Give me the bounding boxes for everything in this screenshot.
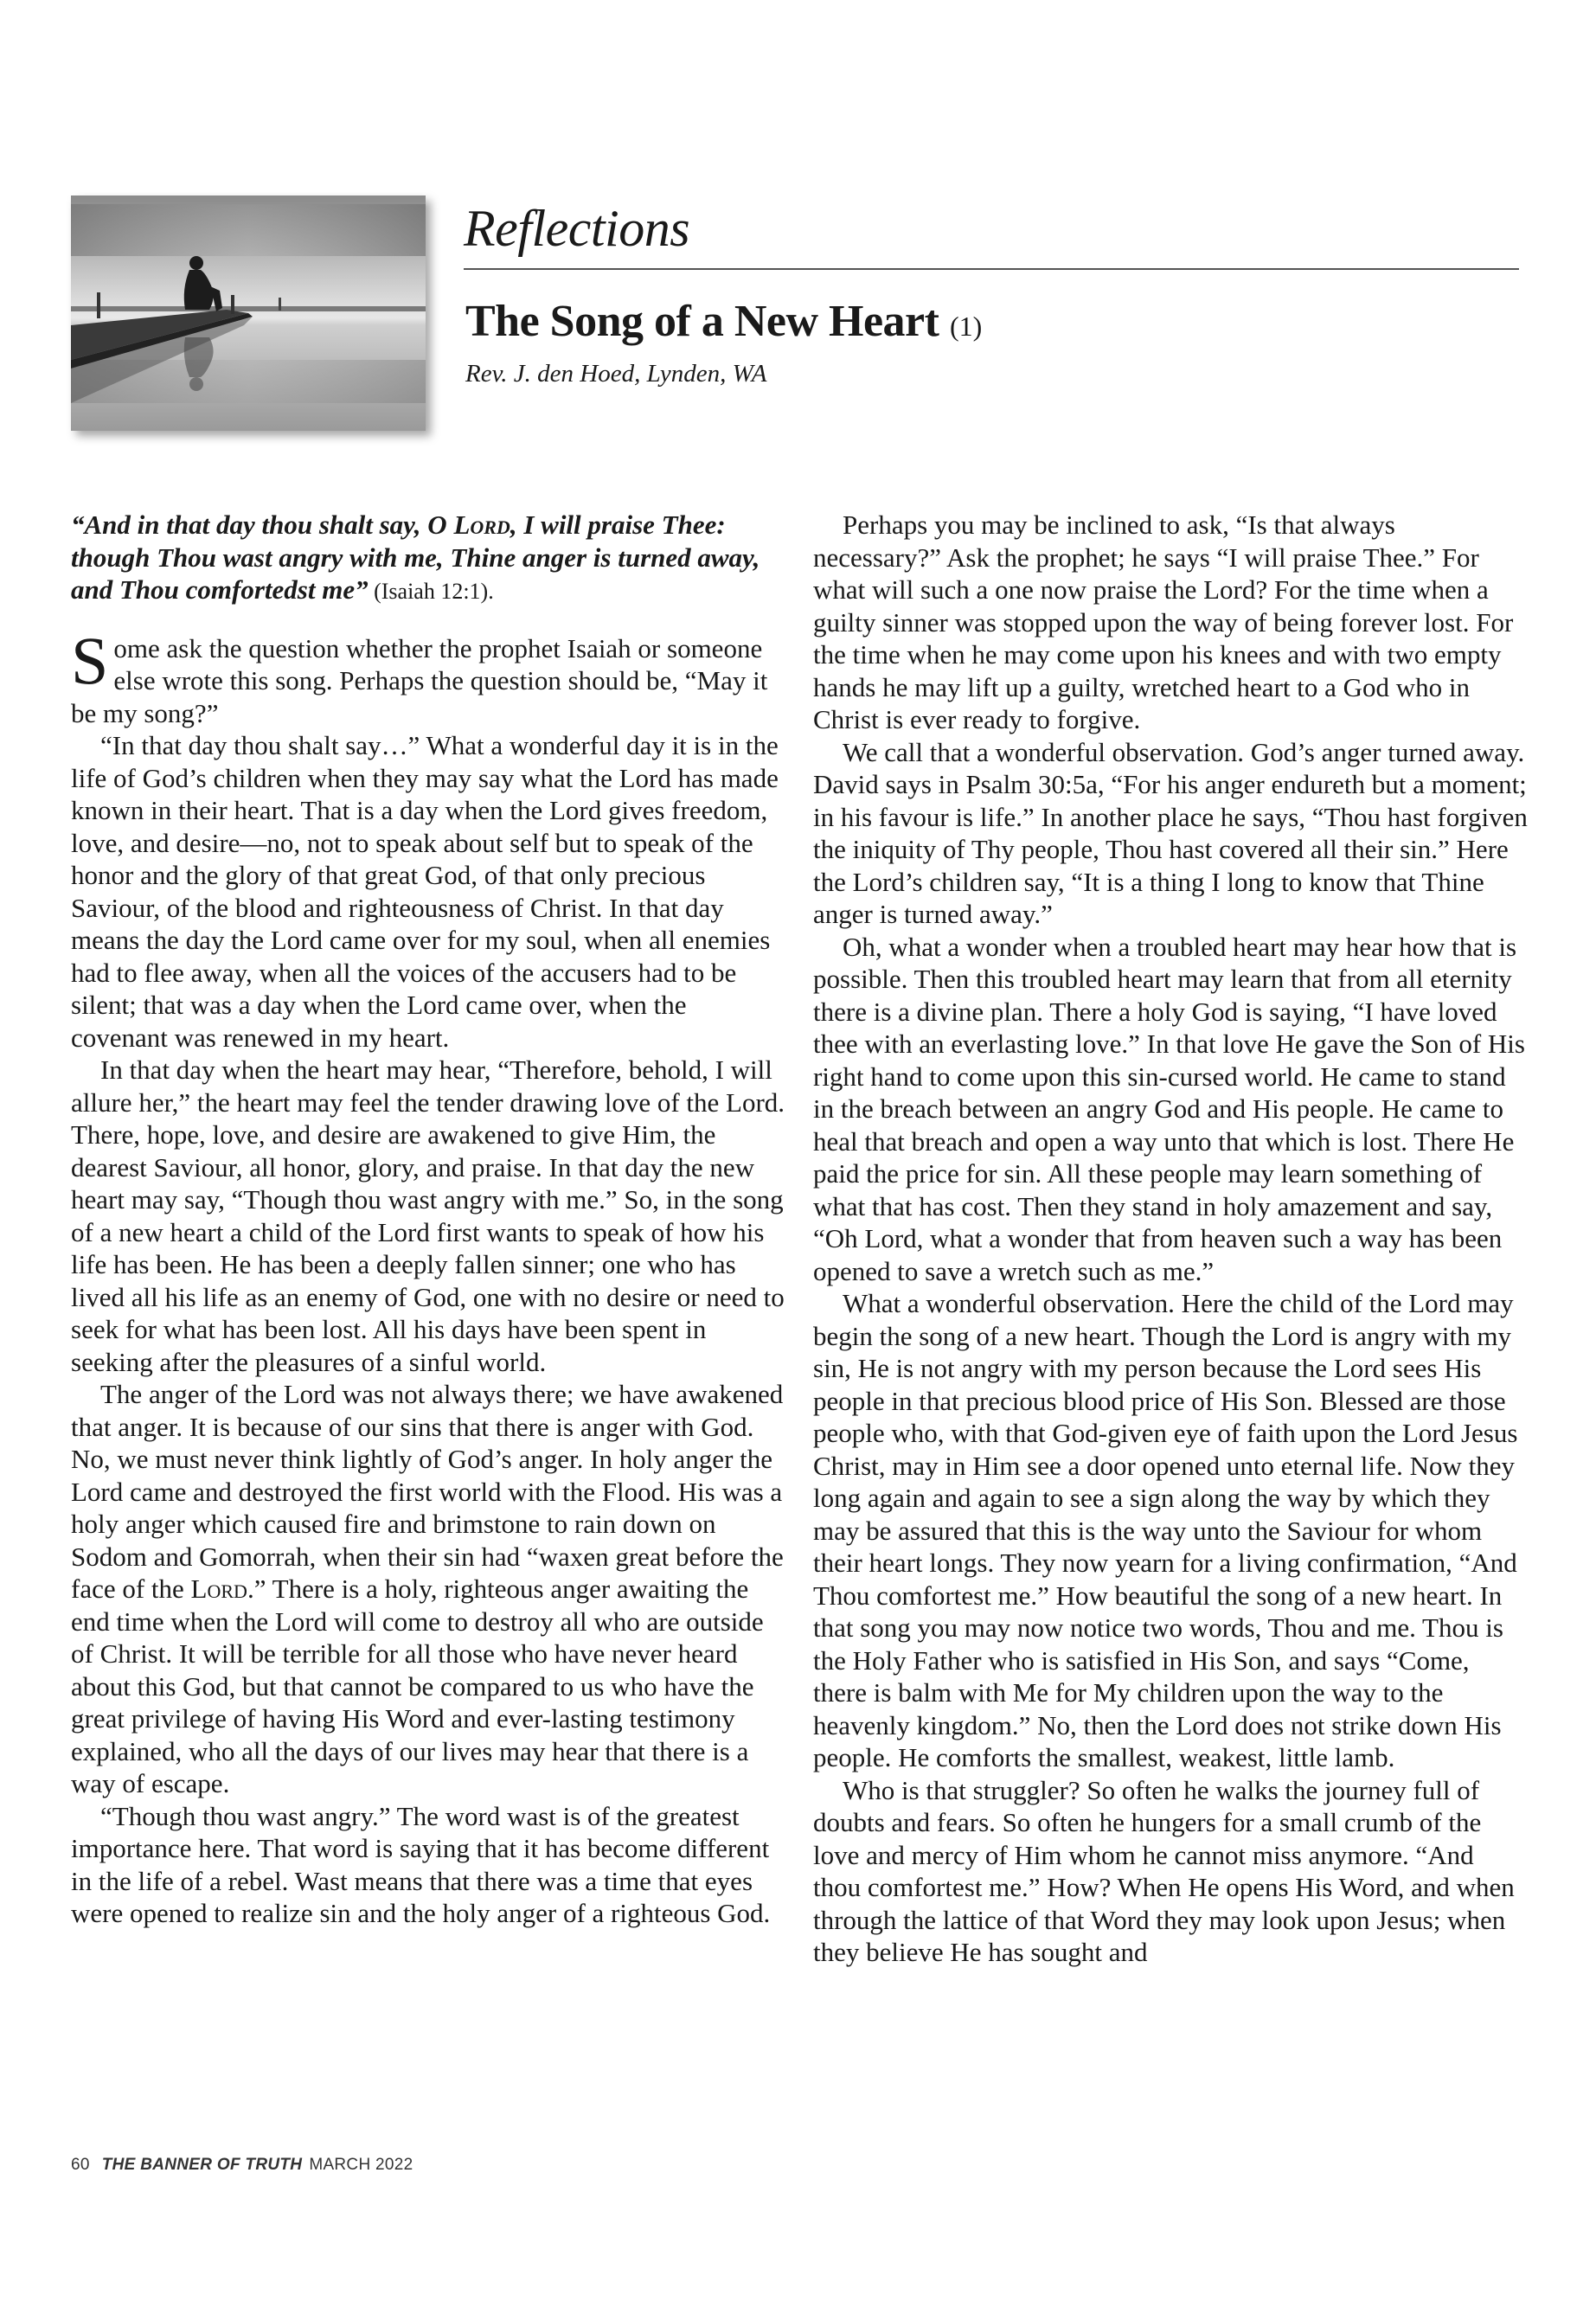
- small-caps-lord: Lord: [190, 1574, 247, 1604]
- drop-cap: S: [71, 622, 109, 698]
- article-part: (1): [949, 311, 983, 342]
- paragraph-text: .” There is a holy, righteous anger awaiting the end time when the Lord will come to destroy all who are outside of Christ. It will be terrible for all those who have never heard about this God, but that cannot be compared to us who have the great privilege of having His Word and ever-lasting testimony explained, who all the days of our lives may hear that there is a way of escape.: [71, 1574, 764, 1798]
- paragraph: Oh, what a wonder when a troubled heart may hear how that is possible. Then this troubled heart may learn that from all eternity there is a divine plan. There a holy God is saying, “I have loved thee with an everlasting love.” In that love He gave the Son of His right hand to come upon this sin-cursed world. He came to stand in the breach between an angry God and His people. He came to heal that breach and open a way unto that which is lost. There He paid the price for sin. All these people may learn something of what that has cost. Then they stand in holy amazement and say, “Oh Lord, what a wonder that from heaven such a way has been opened to save a wretch such as me.”: [813, 931, 1525, 1286]
- paragraph: In that day when the heart may hear, “Therefore, behold, I will allure her,” the heart may feel the tender drawing love of the Lord. There, hope, love, and desire are awakened to give Him, the dearest Saviour, all honor, glory, and praise. In that day the new heart may say, “Though thou wast angry with me.” So, in the song of a new heart a child of the Lord first wants to speak of how his life has been. He has been a deeply fallen sinner; one who has lived all his life as an enemy of God, one with no desire or need to seek for what has been lost. All his days have been spent in seeking after the pleasures of a sinful world.: [71, 1054, 785, 1377]
- left-column: [71, 509, 785, 1930]
- paragraph: [71, 1378, 785, 1800]
- section-title: Reflections: [464, 200, 690, 257]
- publication-name: THE BANNER OF TRUTH: [101, 2156, 303, 2174]
- man-sitting-on-pier-photo-icon: [71, 195, 426, 431]
- paragraph: We call that a wonderful observation. God’s anger turned away. David says in Psalm 30:5a, “For his anger endureth but a moment; in his favour is life.” In another place he says, “Thou hast forgiven the iniquity of Thy people, Thou hast covered all their sin.” Here the Lord’s children say, “It is a thing I long to know that Thine anger is turned away.”: [813, 736, 1528, 929]
- epigraph-lord: Lord: [453, 510, 510, 540]
- paragraph: What a wonderful observation. Here the child of the Lord may begin the song of a new heart. Though the Lord is angry with my sin, He is not angry with my person because the Lord sees His people in that precious blood price of His Son. Blessed are those people who, with that God-given eye of faith upon the Lord Jesus Christ, may in Him see a door opened unto eternal life. Now they long again and again to see a sign along the way by which they may be assured that this is the way unto the Saviour for whom their heart longs. They now yearn for a living confirmation, “And Thou comfortest me.” How beautiful the song of a new heart. In that song you may now notice two words, Thou and me. Thou is the Holy Father who is satisfied in His Son, and says “Come, there is balm with Me for My children upon the way to the heavenly kingdom.” No, then the Lord does not strike down His people. He comforts the smallest, weakest, little lamb.: [813, 1288, 1518, 1772]
- page-footer: [71, 2156, 413, 2175]
- epigraph: [71, 509, 785, 608]
- article-author: Rev. J. den Hoed, Lynden, WA: [465, 360, 767, 388]
- paragraph: “In that day thou shalt say…” What a wonderful day it is in the life of God’s children when they may say what the Lord has made known in their heart. That is a day when the Lord gives freedom, love, and desire—no, not to speak about self but to speak of the honor and the glory of that great God, of that only precious Saviour, of the blood and righteousness of Christ. In that day means the day the Lord came over for my soul, when all enemies had to flee away, when all the voices of the accusers had to be silent; that was a day when the Lord came over, when the covenant was renewed in my heart.: [71, 730, 779, 1053]
- paragraph: Who is that struggler? So often he walks the journey full of doubts and fears. So often he hungers for a small crumb of the love and mercy of Him whom he cannot miss anymore. “And thou comfortest me.” How? When He opens His Word, and when through the lattice of that Word they may look upon Jesus; when they believe He has sought and: [813, 1774, 1515, 1967]
- paragraph: “Though thou wast angry.” The word wast is of the greatest importance here. That word is saying that it has become different in the life of a rebel. Wast means that there was a time that eyes were opened to realize sin and the holy anger of a righteous God.: [71, 1800, 771, 1928]
- epigraph-text-before: “And in that day thou shalt say, O: [71, 510, 454, 540]
- article-title: [465, 299, 982, 344]
- section-rule: [464, 268, 1519, 270]
- paragraph: [71, 622, 785, 730]
- issue-date: MARCH 2022: [309, 2156, 413, 2174]
- epigraph-text-after: , I will praise Thee: though Thou wast angry with me, Thine anger is turned away, and Thou comfortedst me”: [71, 510, 760, 605]
- paragraph: Perhaps you may be inclined to ask, “Is that always necessary?” Ask the prophet; he says “I will praise Thee.” For what will such a one now praise the Lord? For the time when a guilty sinner was stopped upon the way of being forever lost. For the time when he may come upon his knees and with two empty hands he may lift up a guilty, wretched heart to a God who in Christ is ever ready to forgive.: [813, 510, 1514, 734]
- right-column: [813, 509, 1528, 1969]
- article-title-text: The Song of a New Heart: [465, 297, 939, 346]
- paragraph-text: ome ask the question whether the prophet Isaiah or someone else wrote this song. Perhaps the question should be, “May it be my song?”: [71, 632, 768, 728]
- paragraph-text: The anger of the Lord was not always there; we have awakened that anger. It is because of our sins that there is anger with God. No, we must never think lightly of God’s anger. In holy anger the Lord came and destroyed the first world with the Flood. His was a holy anger which caused fire and brimstone to rain down on Sodom and Gomorrah, when their sin had “waxen great before the face of the: [71, 1379, 784, 1604]
- epigraph-reference: (Isaiah 12:1).: [368, 579, 494, 604]
- article-photo: [71, 195, 426, 431]
- page-number: 60: [71, 2156, 90, 2174]
